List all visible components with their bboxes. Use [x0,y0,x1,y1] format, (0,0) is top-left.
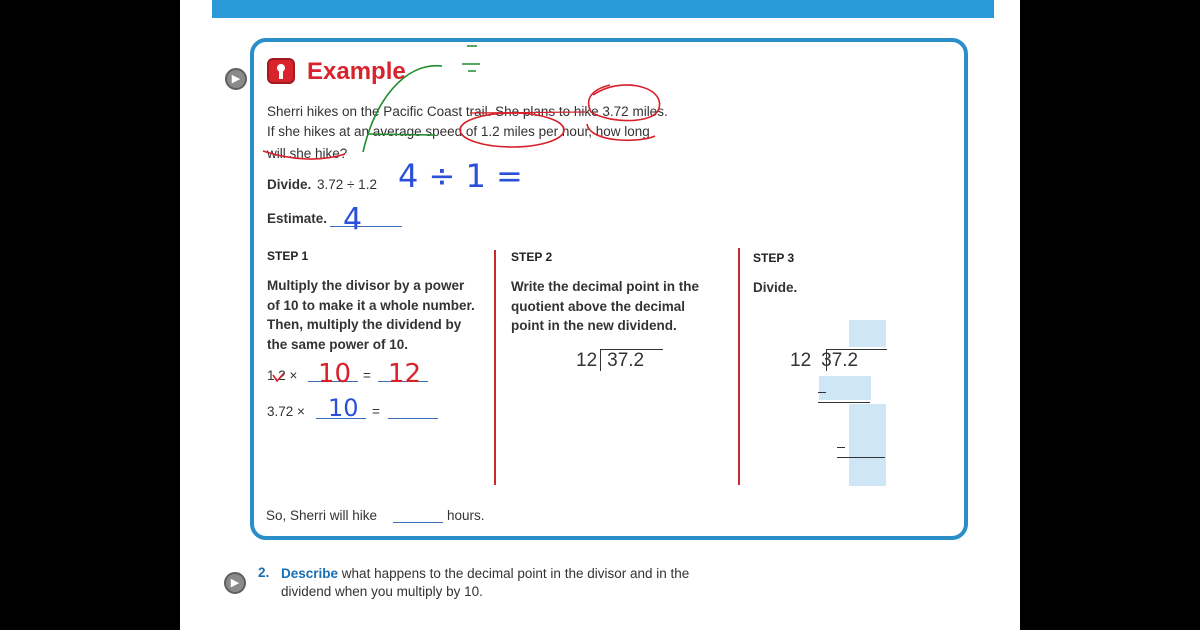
hw-step1-result1: 12 [388,359,422,389]
question-text-line2: dividend when you multiply by 10. [281,584,483,599]
step3-instructions: Divide. [753,280,798,295]
step3-heading: STEP 3 [753,251,795,265]
hw-step1-mult2: 10 [328,394,359,422]
step1-eq2-equals: = [372,404,380,419]
speaker-icon[interactable]: ▶ [225,68,247,90]
divide-expression: 3.72 ÷ 1.2 [317,177,377,192]
problem-line-3: will she hike? [267,146,348,161]
green-arc-stroke [363,66,442,152]
question-number: 2. [258,565,270,580]
green-fraction-stroke [462,46,480,71]
step1-eq1-left: 1.2 × [267,368,298,383]
step3-divisor: 12 [790,350,812,371]
speaker-icon-question[interactable]: ▶ [224,572,246,594]
red-strike-stroke [470,112,585,113]
hw-estimate-answer: 4 [343,202,363,237]
conclusion-suffix: hours. [447,508,485,523]
step2-heading: STEP 2 [511,250,553,264]
divide-label: Divide. [267,177,312,192]
step3-dividend: 37.2 [821,350,859,371]
step1-eq2-left: 3.72 × [267,404,305,419]
red-check-mark [273,373,284,381]
problem-line-1: Sherri hikes on the Pacific Coast trail. She plans to hike 3.72 miles. [267,104,668,119]
step2-instructions: Write the decimal point in the quotient above the decimal point in the new dividend. [511,279,700,333]
hw-estimate-expr: 4 ÷ 1 = [398,157,523,195]
estimate-label: Estimate. [267,211,328,226]
red-underline-question [263,151,345,159]
step1-instructions: Multiply the divisor by a power of 10 to make it a whole number. Then, multiply the dividend by the same power of 10. [267,278,475,352]
red-hook-how-long [587,124,655,140]
workbook-page [180,0,1020,630]
step1-eq1-equals: = [363,368,371,383]
question-text-rest: what happens to the decimal point in the divisor and in the [338,566,690,581]
step1-heading: STEP 1 [267,249,309,263]
problem-line-2: If she hikes at an average speed of 1.2 miles per hour, how long [267,124,650,139]
hw-step1-mult1: 10 [318,359,352,389]
question-keyword: Describe [281,566,339,581]
handwriting-annotations [180,0,1020,630]
green-underline-average [368,134,435,135]
example-title: Example [307,58,406,85]
conclusion-prefix: So, Sherri will hike [266,508,378,523]
red-circle-miles [589,85,660,121]
red-circle-speed [460,113,564,147]
step2-divisor: 12 [576,350,598,371]
step2-dividend: 37.2 [607,350,645,371]
